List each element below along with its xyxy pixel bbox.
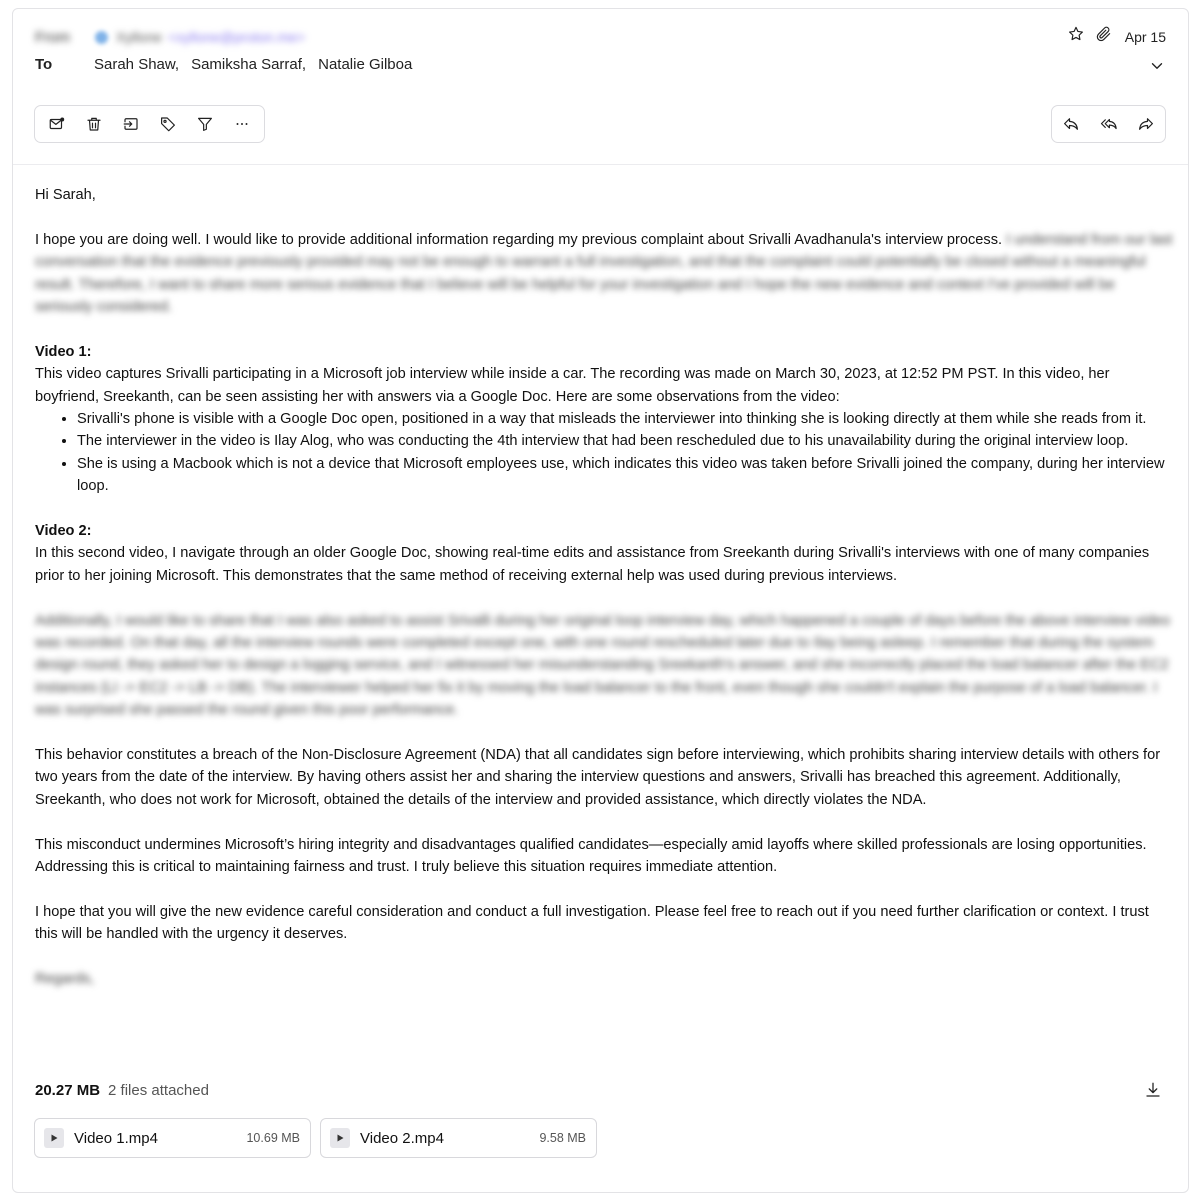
video1-heading: Video 1: [35, 343, 92, 360]
paperclip-icon [1095, 25, 1113, 48]
greeting: Hi Sarah, [35, 187, 96, 203]
filter-button[interactable] [186, 109, 223, 139]
message-actions-toolbar [34, 105, 265, 143]
video-file-icon [44, 1128, 64, 1148]
tag-icon [159, 115, 177, 133]
delete-button[interactable] [76, 109, 113, 139]
redacted-paragraph: Additionally, I would like to share that I was also asked to assist Srivalli during her original loop interview day, which happened a couple of days before the above interview video was recorded. On that day, all the interview rounds were completed except one, with one round rescheduled later due to Ilay being asleep. I remember that during the system design round, they asked her to design a logging service, and I witnessed her misunderstanding Sreekanth's answer, and she incorrectly placed the load balancer after the EC2 instances (LI -> EC2 -> LB -> DB). The interviewer helped her fix it by moving the load balancer to the front, even though she couldn't explain the purpose of a load balancer. I was surprised she passed the round given this poor performance. [35, 612, 1171, 719]
recipient[interactable]: Natalie Gilboa [318, 56, 413, 73]
email-view [12, 8, 1189, 1193]
to-row [35, 56, 412, 73]
forward-icon [1137, 115, 1155, 133]
attachment-name: Video 1.mp4 [74, 1129, 158, 1147]
from-label: From [35, 28, 70, 46]
attachment-name: Video 2.mp4 [360, 1129, 444, 1147]
reply-all-button[interactable] [1090, 109, 1128, 139]
list-item: • She is using a Macbook which is not a device that Microsoft employees use, which indicates this video was taken before Srivalli joined the company, during her interview loop. [77, 453, 1175, 498]
attachment-item[interactable] [34, 1118, 311, 1158]
recipient[interactable]: Samiksha Sarraf, [191, 56, 307, 73]
chevron-down-icon[interactable] [1148, 57, 1166, 75]
more-button[interactable] [223, 109, 260, 139]
sender-avatar-icon [95, 31, 108, 44]
paragraph-text: I hope you are doing well. I would like to provide additional information regarding my previous complaint about Srivalli Avadhanula's interview process. [35, 231, 1003, 248]
sender-email[interactable]: <xyllone@proton.me> [167, 29, 306, 45]
attachment-size: 9.58 MB [539, 1131, 586, 1145]
paragraph: This behavior constitutes a breach of the Non-Disclosure Agreement (NDA) that all candidates sign before interviewing, which prohibits sharing interview details with others for two years from the date of the interview. By having others assist her and sharing the interview questions and answers, Srivalli has breached this agreement. Additionally, Sreekanth, who does not work for Microsoft, obtained the details of the interview and provided assistance, which directly violates the NDA. [35, 747, 1161, 808]
paragraph: This misconduct undermines Microsoft’s hiring integrity and disadvantages qualified candidates—especially amid layoffs where skilled professionals are losing opportunities. Addressing this is critical to maintaining fairness and trust. I truly believe this situation requires immediate attention. [35, 836, 1147, 876]
to-label: To [35, 56, 53, 73]
message-date: Apr 15 [1124, 28, 1166, 45]
reply-all-icon [1100, 115, 1118, 133]
video-file-icon [330, 1128, 350, 1148]
redacted-text: I understand from our last conversation that the evidence previously provided may not be enough to warrant a full investigation, and that the complaint could potentially be closed without a meaningful result. Therefore, I want to share more serious evidence that I believe will be helpful for your investigation and I hope the new evidence and context I've provided will be seriously considered. [35, 231, 1173, 316]
paragraph: In this second video, I navigate through an older Google Doc, showing real-time edits and assistance from Sreekanth during Srivalli's interviews with one of many companies prior to her joining Microsoft. This demonstrates that the same method of receiving external help was used during previous interviews. [35, 545, 1150, 584]
message-meta [1067, 25, 1166, 48]
reply-button[interactable] [1052, 109, 1090, 139]
attachments-summary [35, 1082, 209, 1099]
attachments-count: 2 files attached [108, 1082, 209, 1099]
sender-name[interactable]: Xyllone [116, 29, 162, 45]
paragraph [35, 229, 1175, 319]
label-button[interactable] [149, 109, 186, 139]
message-body [35, 184, 1175, 1013]
move-icon [122, 115, 140, 133]
filter-icon [196, 115, 214, 133]
attachment-size: 10.69 MB [246, 1131, 300, 1145]
recipient[interactable]: Sarah Shaw, [94, 56, 180, 73]
attachments-list [34, 1118, 597, 1158]
paragraph: I hope that you will give the new evidence careful consideration and conduct a full investigation. Please feel free to reach out if you need further clarification or context. I trust this will be handled with the urgency it deserves. [35, 903, 1149, 943]
video1-observations [77, 408, 1175, 498]
download-all-icon[interactable] [1144, 1081, 1162, 1099]
attachments-total-size: 20.27 MB [35, 1082, 101, 1099]
list-item: • Srivalli's phone is visible with a Google Doc open, positioned in a way that misleads the interviewer into thinking she is looking directly at them while she reads from it. [77, 408, 1175, 430]
forward-button[interactable] [1127, 109, 1165, 139]
header-divider [13, 164, 1188, 165]
video2-heading: Video 2: [35, 523, 92, 540]
signoff: Regards, [35, 971, 95, 988]
move-button[interactable] [113, 109, 150, 139]
attachment-item[interactable] [320, 1118, 597, 1158]
reply-toolbar [1051, 105, 1166, 143]
trash-icon [85, 115, 103, 133]
paragraph: This video captures Srivalli participating in a Microsoft job interview while inside a car. The recording was made on March 30, 2023, at 12:52 PM PST. In this video, her boyfriend, Sreekanth, can be seen assisting her with answers via a Google Doc. Here are some observations from the video: [35, 366, 1110, 405]
star-icon[interactable] [1067, 25, 1085, 48]
mark-unread-button[interactable] [39, 109, 76, 139]
mark-unread-icon [48, 115, 66, 133]
from-row [35, 27, 305, 47]
list-item: • The interviewer in the video is Ilay Alog, who was conducting the 4th interview that had been rescheduled due to his unavailability during the original interview loop. [77, 430, 1175, 452]
reply-icon [1062, 115, 1080, 133]
more-icon [233, 115, 251, 133]
